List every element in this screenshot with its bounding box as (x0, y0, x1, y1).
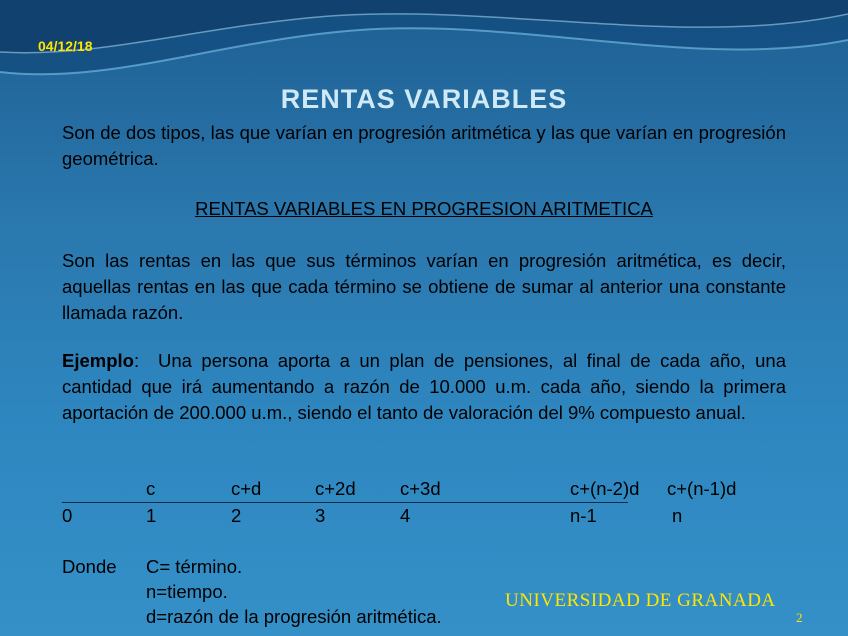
legend-line: d=razón de la progresión aritmética. (146, 606, 442, 627)
timeline-term: c+d (231, 478, 262, 499)
timeline-term: c (146, 478, 156, 499)
example-colon: : (133, 350, 140, 371)
timeline-period: n-1 (570, 505, 597, 526)
section-subtitle: RENTAS VARIABLES EN PROGRESION ARITMETICA (195, 198, 653, 219)
example-text: Una persona aporta a un plan de pensiones, al final de cada año, una cantidad que irá aumentando a razón de 10.000 u.m. cada año, siendo la primera aportación de 200.000 u.m., siendo el tanto de valoración del 9% compuesto anual. (62, 350, 787, 423)
timeline-period: 4 (400, 505, 411, 526)
legend-label: Donde (62, 556, 117, 577)
legend-line: C= término. (146, 556, 243, 577)
slide-date: 04/12/18 (38, 38, 93, 54)
legend-line: n=tiempo. (146, 581, 228, 602)
example-paragraph (62, 348, 786, 426)
timeline-period: n (672, 505, 683, 526)
timeline-period: 2 (231, 505, 242, 526)
definition-paragraph: Son las rentas en las que sus términos varían en progresión aritmética, es decir, aquellas rentas en las que cada término se obtiene de sumar al anterior una constante llamada razón. (62, 250, 786, 323)
university-footer: UNIVERSIDAD DE GRANADA (505, 590, 776, 611)
intro-paragraph: Son de dos tipos, las que varían en progresión aritmética y las que varían en progresión geométrica. (62, 122, 786, 169)
slide-title: RENTAS VARIABLES (280, 84, 568, 114)
timeline-term: c+3d (400, 478, 441, 499)
timeline-period: 3 (315, 505, 326, 526)
timeline-term: c+2d (315, 478, 356, 499)
timeline-period: 0 (62, 505, 73, 526)
timeline-term: c+(n-1)d (667, 478, 737, 499)
timeline-period: 1 (146, 505, 157, 526)
example-label: Ejemplo (62, 350, 134, 371)
timeline-term: c+(n-2)d (570, 478, 640, 499)
page-number: 2 (796, 610, 803, 625)
timeline-axis (62, 502, 628, 503)
